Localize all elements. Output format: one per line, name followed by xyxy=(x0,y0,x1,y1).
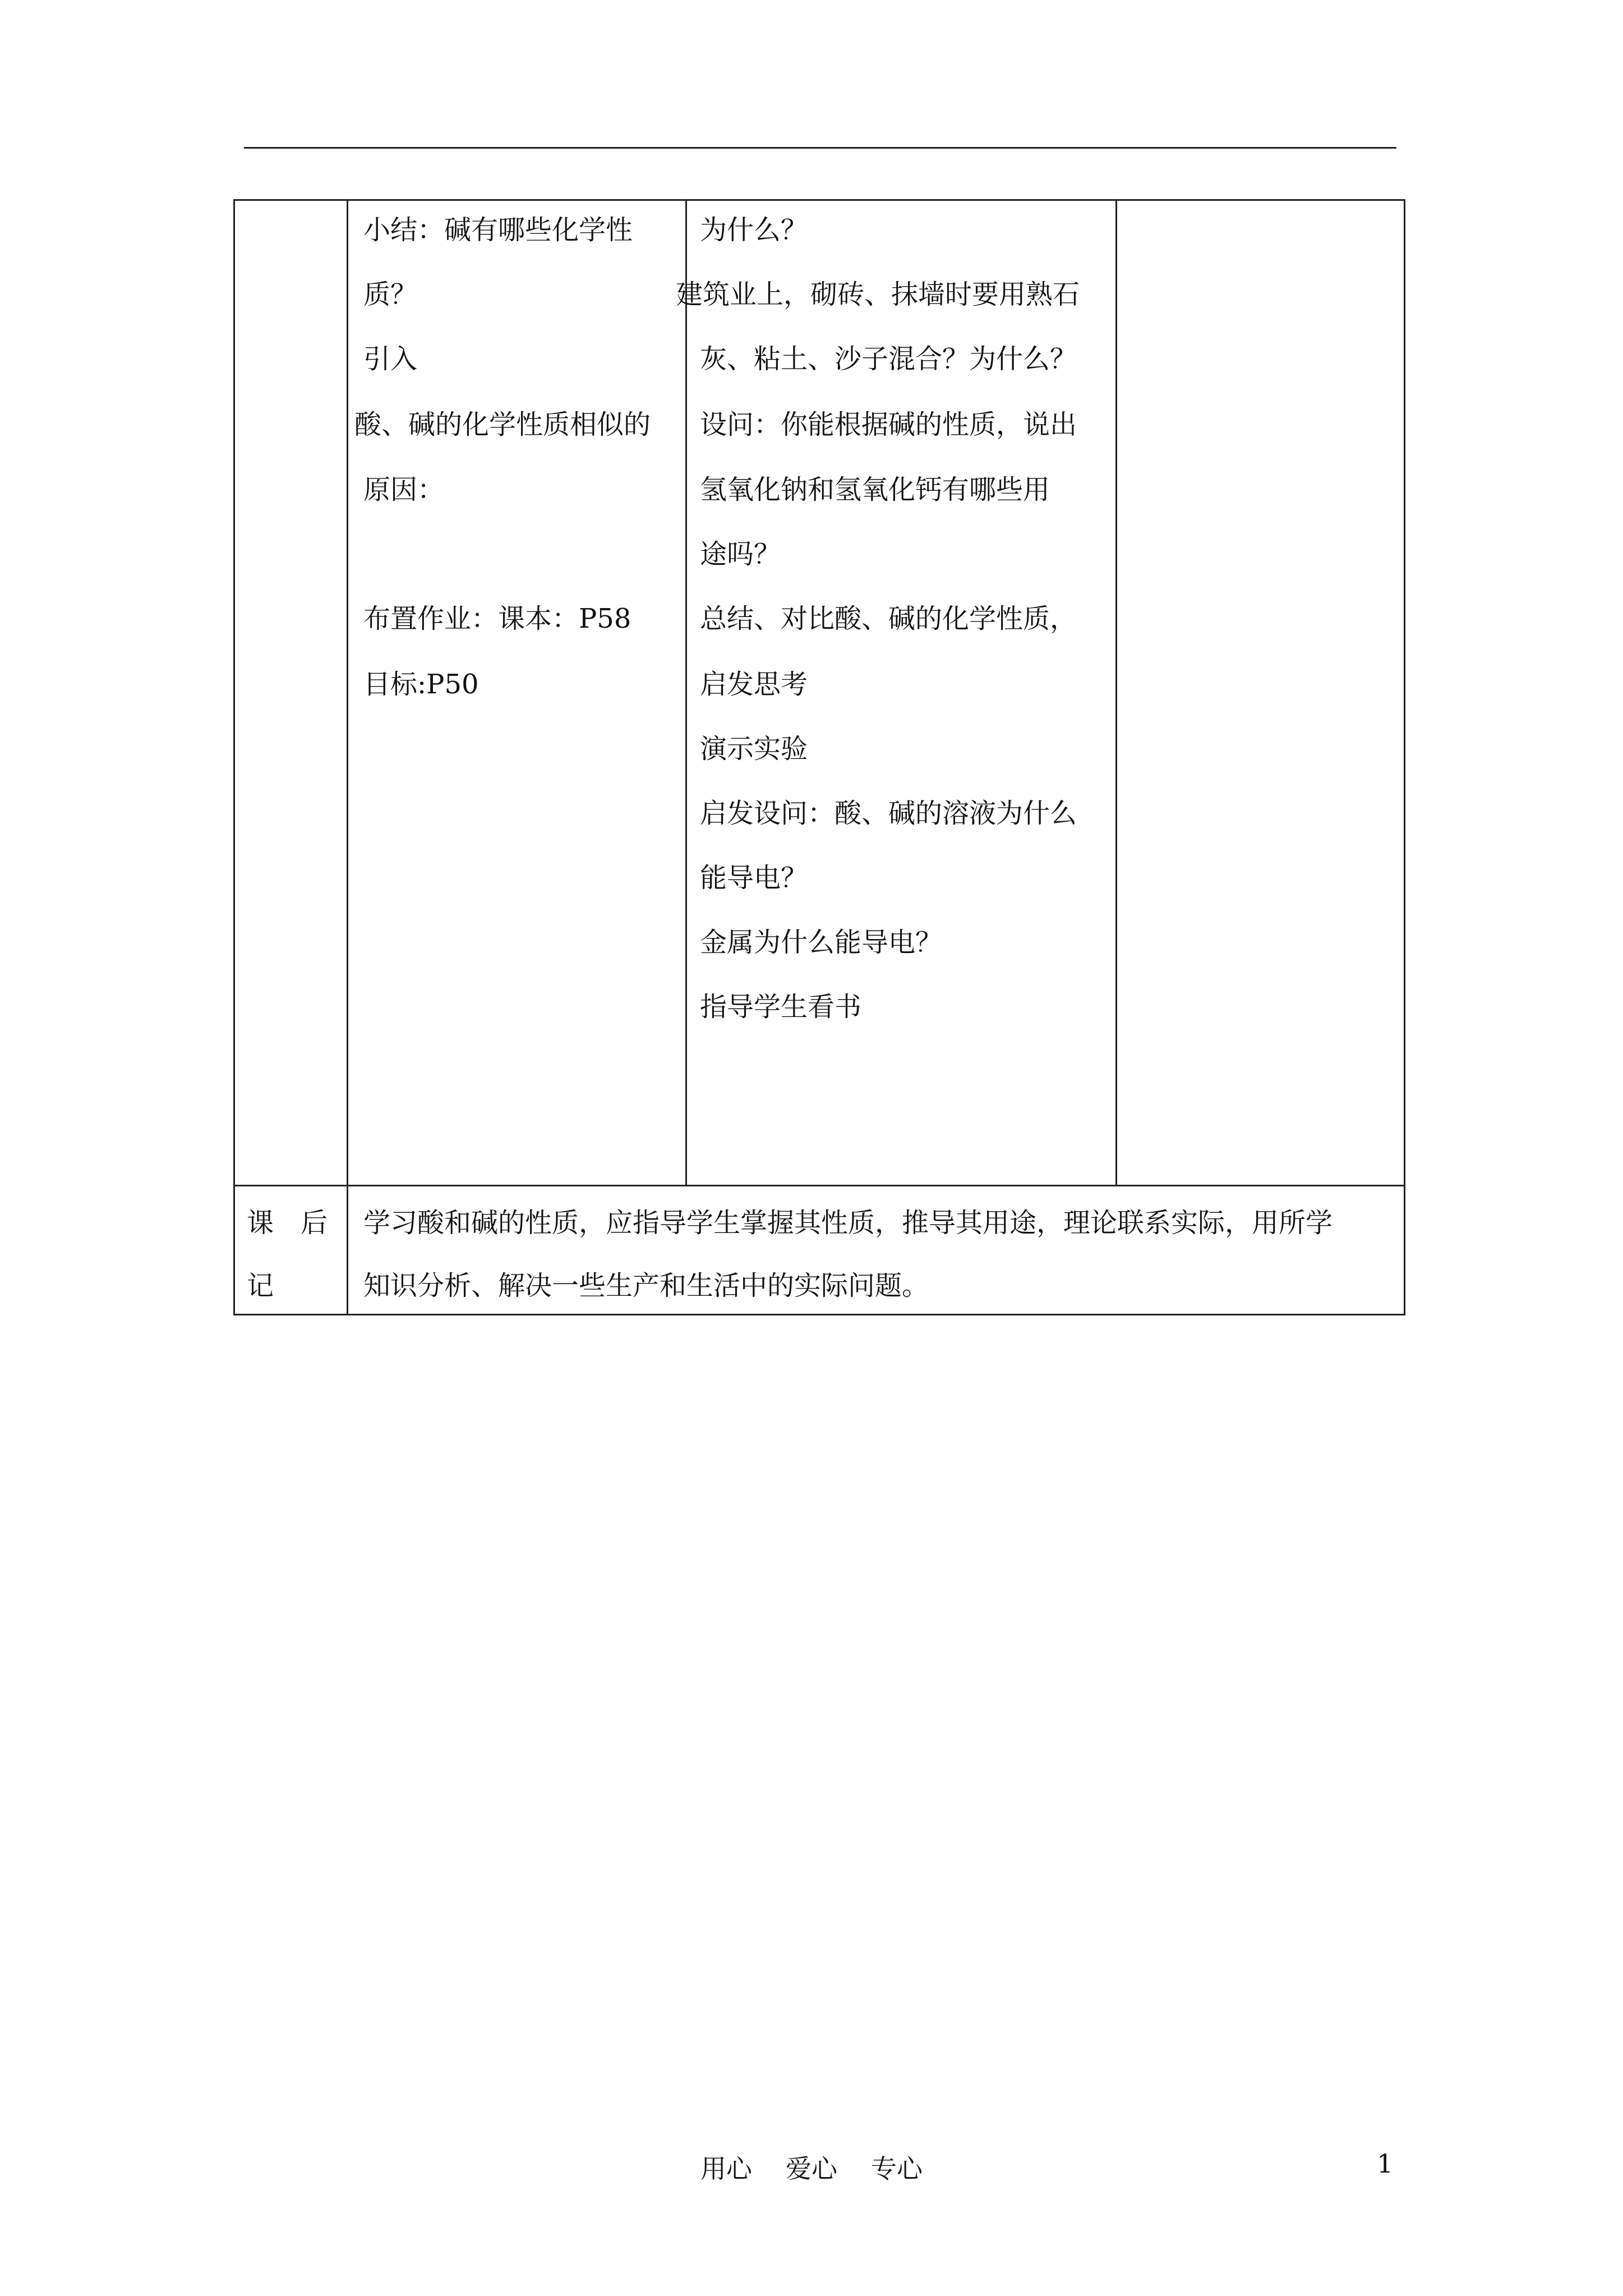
teacher-line: 指导学生看书 xyxy=(700,991,862,1023)
footer-motto: 用心 xyxy=(700,2154,752,2184)
activity-line: 引入 xyxy=(363,343,418,375)
teacher-line: 氢氧化钠和氢氧化钙有哪些用 xyxy=(700,474,1050,505)
afterword-text: 知识分析、解决一些生产和生活中的实际问题。 xyxy=(363,1270,929,1301)
afterword-text: 学习酸和碱的性质，应指导学生掌握其性质，推导其用途，理论联系实际，用所学 xyxy=(363,1207,1333,1239)
teacher-line: 建筑业上，砌砖、抹墙时要用熟石 xyxy=(676,279,1080,310)
teacher-line: 金属为什么能导电？ xyxy=(700,927,943,958)
activity-line: 目标:P50 xyxy=(363,669,479,700)
teacher-line: 启发思考 xyxy=(700,669,808,700)
teacher-line: 演示实验 xyxy=(700,733,808,765)
footer-motto: 专心 xyxy=(871,2154,923,2184)
activity-line: 小结：碱有哪些化学性 xyxy=(363,214,633,246)
teacher-line: 灰、粘土、沙子混合？为什么？ xyxy=(700,343,1077,375)
footer-motto: 爱心 xyxy=(786,2154,837,2184)
page-number: 1 xyxy=(1377,2148,1394,2179)
afterword-label: 课 后 xyxy=(247,1207,328,1239)
teacher-line: 设问：你能根据碱的性质，说出 xyxy=(700,409,1077,440)
activity-line: 原因： xyxy=(363,474,445,505)
teacher-line: 为什么？ xyxy=(700,214,808,246)
activity-line: 酸、碱的化学性质相似的 xyxy=(354,409,651,440)
teacher-line: 途吗？ xyxy=(700,539,781,570)
activity-line: 布置作业：课本：P58 xyxy=(363,603,631,634)
header-rule xyxy=(244,147,1396,149)
table-cell-stage xyxy=(233,199,348,1186)
activity-line: 质？ xyxy=(363,279,418,310)
table-cell-notes xyxy=(1115,199,1405,1186)
teacher-line: 启发设问：酸、碱的溶液为什么 xyxy=(700,798,1077,829)
teacher-line: 能导电？ xyxy=(700,862,808,894)
teacher-line: 总结、对比酸、碱的化学性质， xyxy=(700,603,1077,634)
afterword-label: 记 xyxy=(247,1270,274,1301)
